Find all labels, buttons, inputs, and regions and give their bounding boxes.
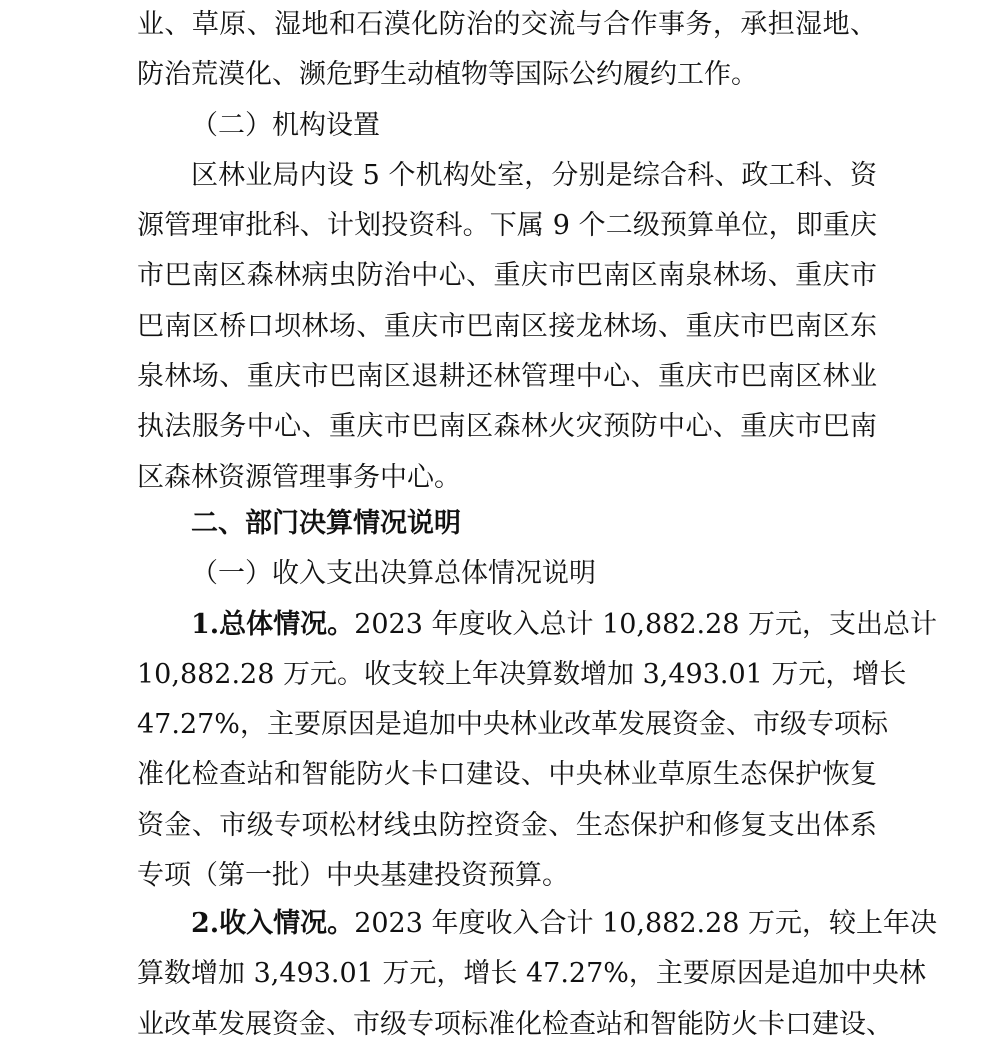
- text-line: 巴南区桥口坝林场、重庆市巴南区接龙林场、重庆市巴南区东: [137, 310, 877, 342]
- text-line: 2.收入情况。2023 年度收入合计 10,882.28 万元，较上年决: [191, 908, 938, 939]
- text-line: 区森林资源管理事务中心。: [137, 461, 461, 493]
- bold-lead-total: 1.总体情况。: [191, 608, 355, 640]
- section-income: [137, 899, 938, 1050]
- text-line: 区林业局内设 5 个机构处室，分别是综合科、政工科、资: [191, 159, 877, 191]
- text-line: 47.27%，主要原因是追加中央林业改革发展资金、市级专项标: [137, 709, 888, 741]
- text-line: 业、草原、湿地和石漠化防治的交流与合作事务，承担湿地、: [137, 9, 877, 40]
- section-heading: 二、部门决算情况说明: [191, 508, 461, 539]
- text-line: 源管理审批科、计划投资科。下属 9 个二级预算单位，即重庆: [137, 210, 877, 242]
- text-line: 执法服务中心、重庆市巴南区森林火灾预防中心、重庆市巴南: [137, 411, 877, 443]
- text-line: 泉林场、重庆市巴南区退耕还林管理中心、重庆市巴南区林业: [137, 361, 877, 393]
- text-line: 业改革发展资金、市级专项标准化检查站和智能防火卡口建设、: [137, 1008, 893, 1040]
- text-line: 准化检查站和智能防火卡口建设、中央林业草原生态保护恢复: [137, 759, 877, 791]
- section-organization: [137, 0, 877, 503]
- text-line: 10,882.28 万元。收支较上年决算数增加 3,493.01 万元，增长: [137, 658, 907, 690]
- text-line: 算数增加 3,493.01 万元，增长 47.27%，主要原因是追加中央林: [137, 958, 926, 990]
- text-line: 防治荒漠化、濒危野生动植物等国际公约履约工作。: [137, 59, 758, 91]
- subheading-institutions: （二）机构设置: [191, 109, 380, 141]
- text-line: 资金、市级专项松材线虫防控资金、生态保护和修复支出体系: [137, 809, 877, 841]
- text-line: 专项（第一批）中央基建投资预算。: [137, 860, 569, 892]
- text-line: 市巴南区森林病虫防治中心、重庆市巴南区南泉林场、重庆市: [137, 260, 877, 292]
- text-line: 1.总体情况。2023 年度收入总计 10,882.28 万元，支出总计: [191, 608, 938, 640]
- subheading-overview: （一）收入支出决算总体情况说明: [191, 558, 596, 590]
- section-final-accounts: [137, 499, 938, 901]
- bold-lead-income: 2.收入情况。: [191, 908, 355, 939]
